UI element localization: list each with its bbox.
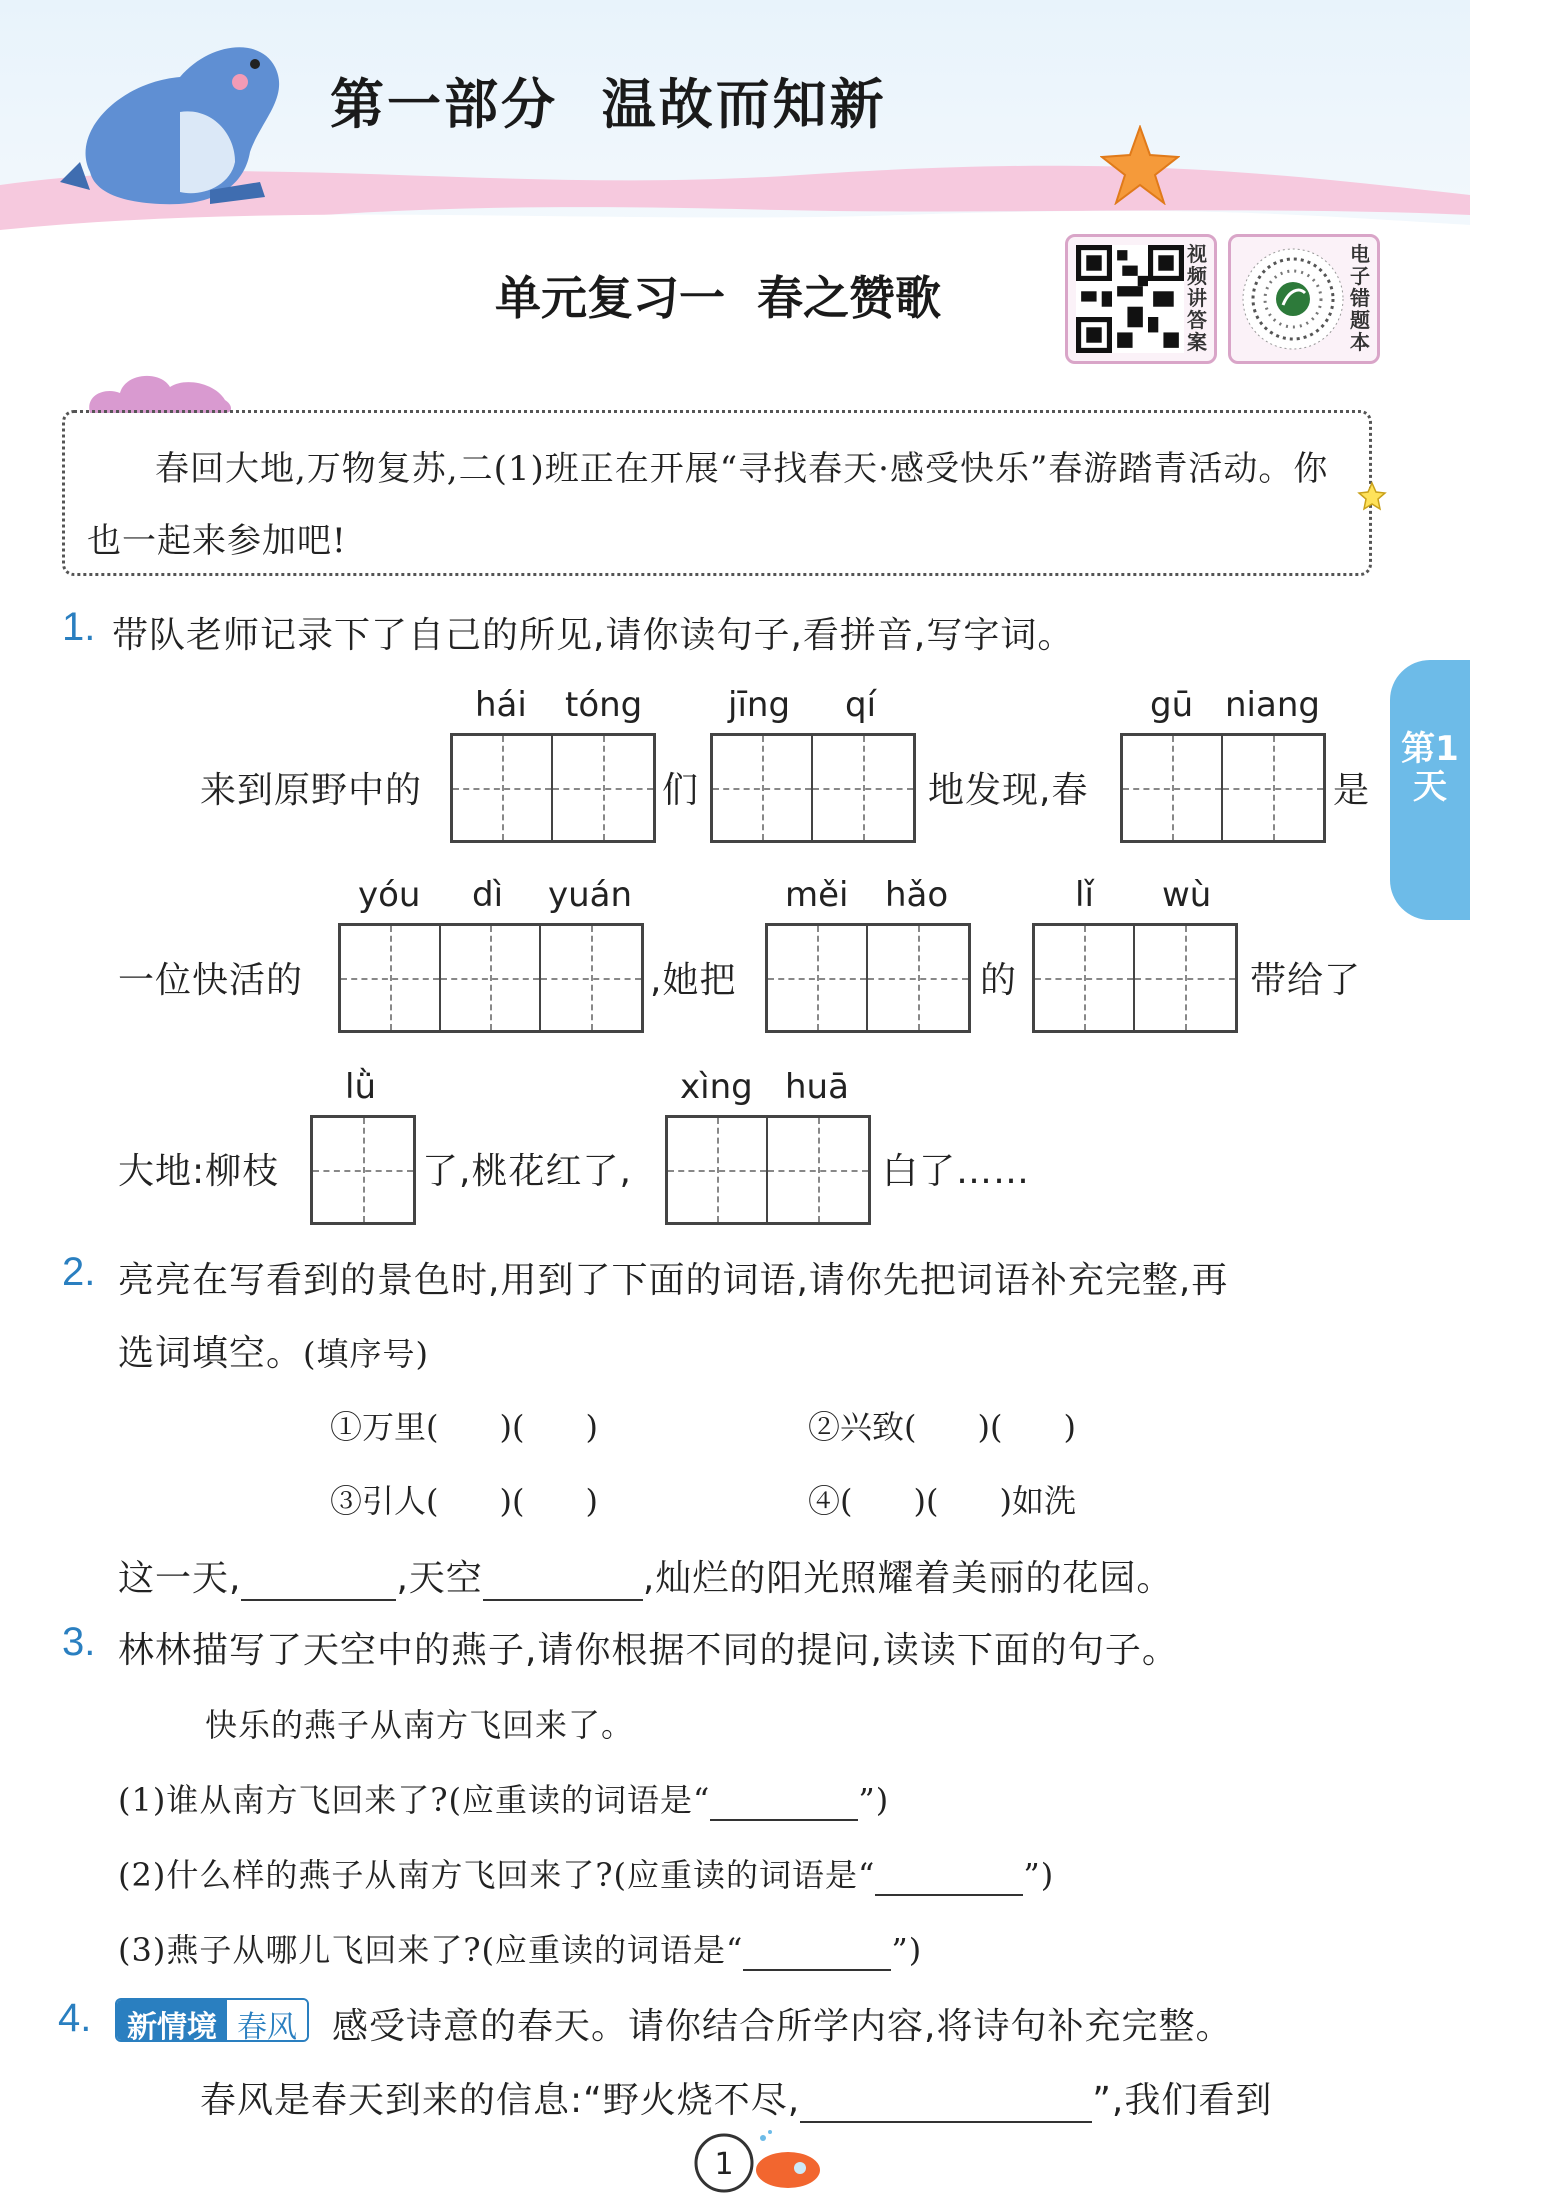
pinyin: xìng <box>680 1067 753 1107</box>
q2-prompt-line1: 亮亮在写看到的景色时,用到了下面的词语,请你先把词语补充完整,再 <box>118 1260 1229 1301</box>
cloud-icon <box>85 365 235 415</box>
q2-prompt-line2 <box>118 1325 429 1376</box>
q2-number: 2. <box>62 1250 96 1294</box>
pinyin: hǎo <box>885 875 949 915</box>
pinyin: tóng <box>565 685 643 725</box>
pinyin: qí <box>845 685 877 725</box>
q1-text: 了,桃花红了, <box>422 1151 632 1192</box>
pinyin: huā <box>785 1067 849 1107</box>
pinyin: lǜ <box>345 1067 376 1107</box>
idiom-item: ③引人( )( ) <box>330 1482 599 1520</box>
answer-blank[interactable] <box>483 1567 643 1601</box>
intro-text: 春回大地,万物复苏,二(1)班正在开展“寻找春天·感受快乐”春游踏青活动。你也一起来参加吧! <box>87 449 1329 561</box>
char-grid[interactable] <box>710 733 916 843</box>
pinyin: lǐ <box>1075 875 1094 915</box>
mini-program-code-icon <box>1239 245 1347 353</box>
q1-prompt: 带队老师记录下了自己的所见,请你读句子,看拼音,写字词。 <box>112 615 1075 656</box>
qr-book-caption: 电子错题本 <box>1350 242 1370 354</box>
q2-fill-a: 这一天, <box>118 1558 242 1599</box>
q2-prompt-a: 选词填空。 <box>118 1333 304 1374</box>
q1-text: 一位快活的 <box>118 960 304 1001</box>
pinyin: hái <box>475 685 527 725</box>
q4-line-a: 春风是春天到来的信息:“野火烧不尽, <box>200 2080 801 2121</box>
q1-text: 是 <box>1333 770 1371 811</box>
q1-text: 带给了 <box>1250 960 1362 1001</box>
q3-item-end: ”) <box>891 1931 923 1969</box>
q3-item <box>118 1850 1054 1896</box>
page-number-badge <box>688 2128 828 2198</box>
q3-prompt: 林林描写了天空中的燕子,请你根据不同的提问,读读下面的句子。 <box>118 1630 1179 1671</box>
pinyin: yuán <box>548 875 633 915</box>
char-grid[interactable] <box>1120 733 1326 843</box>
idiom-item: ④( )( )如洗 <box>808 1482 1077 1520</box>
seal-mascot-icon <box>60 22 300 212</box>
q3-item-end: ”) <box>858 1781 890 1819</box>
q3-item-question: (1)谁从南方飞回来了?(应重读的词语是“ <box>118 1781 711 1819</box>
pinyin: měi <box>785 875 849 915</box>
pinyin: jīng <box>728 685 791 725</box>
pinyin: niang <box>1225 685 1320 725</box>
new-context-tag <box>115 1998 309 2042</box>
submarine-icon <box>756 2152 820 2188</box>
intro-box <box>62 410 1372 576</box>
q3-item <box>118 1925 922 1971</box>
q1-text: 大地:柳枝 <box>118 1151 280 1192</box>
q4-number: 4. <box>58 1996 92 2040</box>
char-grid[interactable] <box>338 923 644 1033</box>
q3-item-end: ”) <box>1023 1856 1055 1894</box>
q1-text: 白了…… <box>882 1151 1031 1192</box>
idiom-item: ①万里( )( ) <box>330 1408 599 1446</box>
qr-error-book[interactable] <box>1228 234 1380 364</box>
q3-item-question: (2)什么样的燕子从南方飞回来了?(应重读的词语是“ <box>118 1856 876 1894</box>
q1-text: 们 <box>662 770 700 811</box>
answer-blank[interactable] <box>875 1862 1023 1896</box>
q1-text: 来到原野中的 <box>200 770 423 811</box>
answer-blank[interactable] <box>241 1567 396 1601</box>
pinyin: gū <box>1150 685 1194 725</box>
qr-video-answers[interactable] <box>1065 234 1217 364</box>
pinyin: yóu <box>358 875 421 915</box>
answer-blank[interactable] <box>743 1937 891 1971</box>
char-grid[interactable] <box>310 1115 416 1225</box>
tag-new: 新情境 <box>117 2000 227 2040</box>
tag-topic: 春风 <box>227 2000 307 2040</box>
q4-prompt: 感受诗意的春天。请你结合所学内容,将诗句补充完整。 <box>332 2006 1233 2047</box>
starfish-icon <box>1100 125 1180 205</box>
q3-item <box>118 1775 889 1821</box>
star-icon <box>1357 481 1387 511</box>
q2-fill-c: ,灿烂的阳光照耀着美丽的花园。 <box>642 1558 1174 1599</box>
q1-text: 地发现,春 <box>928 770 1089 811</box>
page-number: 1 <box>714 2147 734 2182</box>
answer-blank[interactable] <box>710 1787 858 1821</box>
q2-fill-sentence <box>118 1550 1173 1601</box>
q1-number: 1. <box>62 605 96 649</box>
char-grid[interactable] <box>765 923 971 1033</box>
unit-title: 单元复习一 春之赞歌 <box>495 271 942 325</box>
q2-prompt-b: (填序号) <box>303 1335 429 1373</box>
qr-code-icon <box>1076 245 1184 353</box>
day-tab: 第1天 <box>1390 660 1470 920</box>
q2-fill-b: ,天空 <box>396 1558 483 1599</box>
q1-text: 的 <box>980 960 1018 1001</box>
q3-sentence: 快乐的燕子从南方飞回来了。 <box>205 1706 635 1744</box>
char-grid[interactable] <box>450 733 656 843</box>
q4-line <box>200 2072 1272 2123</box>
pinyin: dì <box>472 875 504 915</box>
qr-video-caption: 视频讲答案 <box>1187 242 1207 354</box>
q3-number: 3. <box>62 1620 96 1664</box>
pinyin: wù <box>1162 875 1212 915</box>
q1-text: ,她把 <box>650 960 737 1001</box>
q4-line-b: ”,我们看到 <box>1092 2080 1273 2121</box>
answer-blank[interactable] <box>800 2089 1092 2123</box>
char-grid[interactable] <box>1032 923 1238 1033</box>
q3-item-question: (3)燕子从哪儿飞回来了?(应重读的词语是“ <box>118 1931 744 1969</box>
idiom-item: ②兴致( )( ) <box>808 1408 1077 1446</box>
part-title: 第一部分 温故而知新 <box>330 73 887 136</box>
char-grid[interactable] <box>665 1115 871 1225</box>
